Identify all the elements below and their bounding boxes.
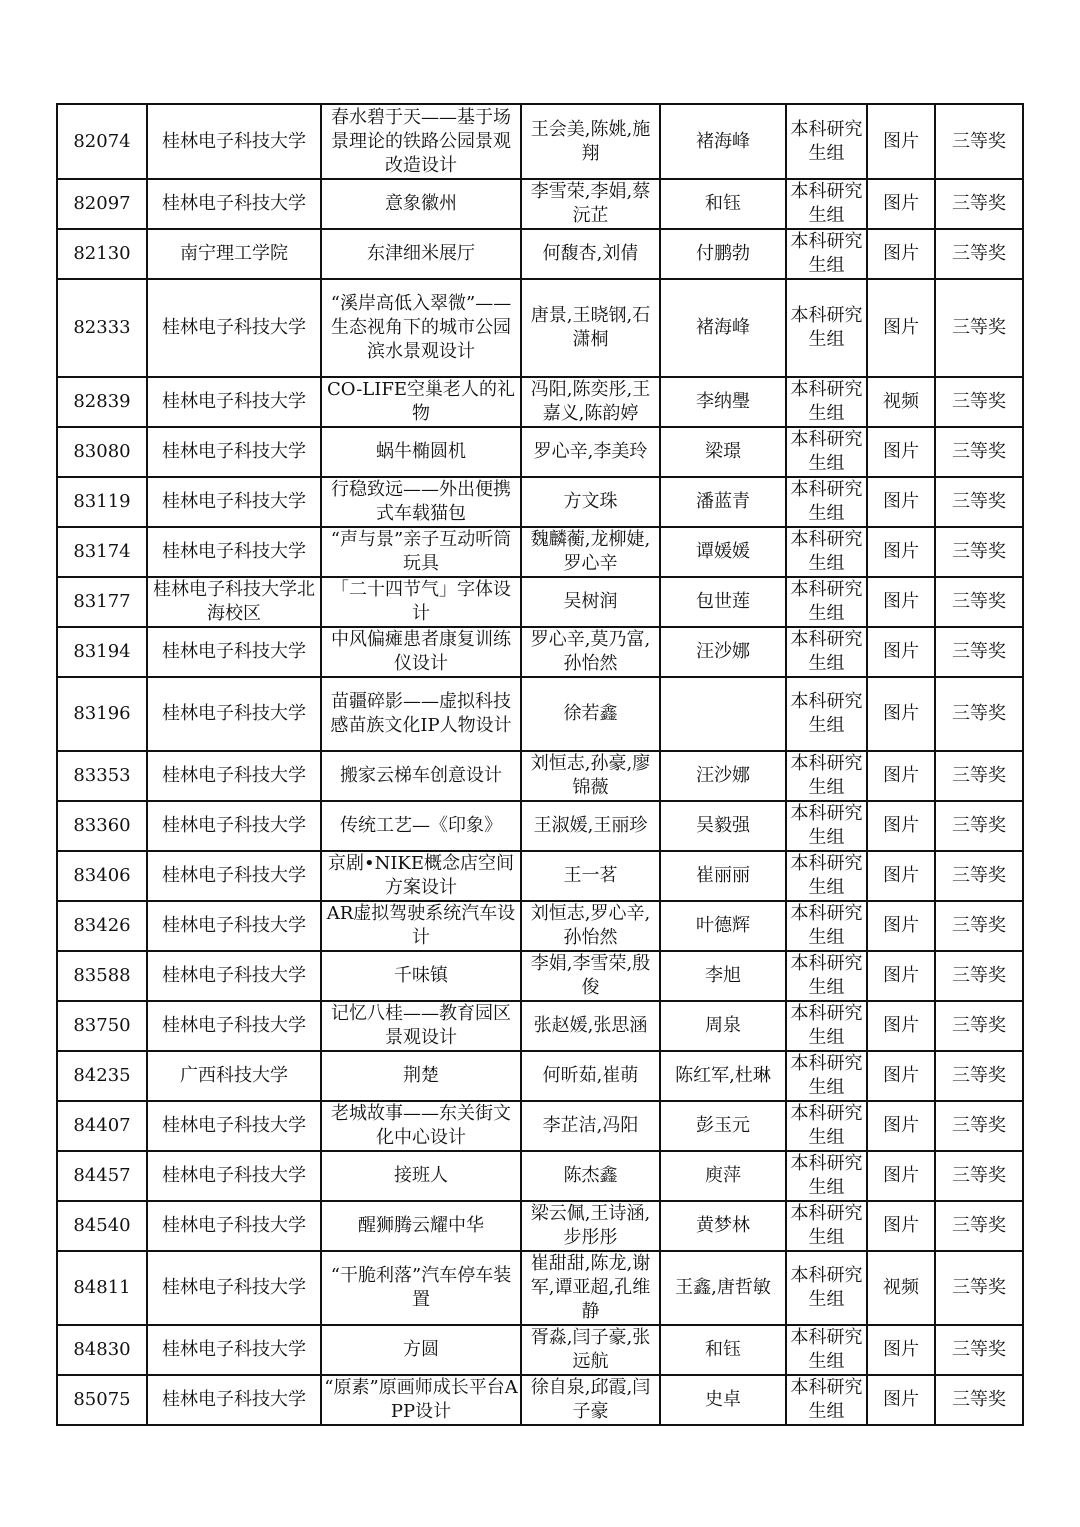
authors-cell: 梁云佩,王诗涵,步彤彤 bbox=[521, 1201, 660, 1251]
group-cell: 本科研究生组 bbox=[786, 801, 867, 851]
prize-cell: 三等奖 bbox=[935, 1251, 1023, 1325]
entry-id-cell: 83406 bbox=[57, 851, 147, 901]
authors-cell: 陈杰鑫 bbox=[521, 1151, 660, 1201]
table-row bbox=[57, 377, 1023, 427]
entry-id-cell: 83177 bbox=[57, 577, 147, 627]
group-cell: 本科研究生组 bbox=[786, 751, 867, 801]
table-row bbox=[57, 1375, 1023, 1425]
prize-cell: 三等奖 bbox=[935, 1151, 1023, 1201]
work-title-cell: 接班人 bbox=[321, 1151, 521, 1201]
table-row bbox=[57, 677, 1023, 751]
work-type-cell: 图片 bbox=[867, 1201, 935, 1251]
authors-cell: 徐自泉,邱霞,闫子豪 bbox=[521, 1375, 660, 1425]
school-cell: 桂林电子科技大学 bbox=[147, 279, 321, 377]
tutor-cell: 汪沙娜 bbox=[660, 751, 786, 801]
tutor-cell: 周泉 bbox=[660, 1001, 786, 1051]
school-cell: 桂林电子科技大学 bbox=[147, 1251, 321, 1325]
school-cell: 桂林电子科技大学 bbox=[147, 1001, 321, 1051]
table-row bbox=[57, 1101, 1023, 1151]
prize-cell: 三等奖 bbox=[935, 104, 1023, 179]
authors-cell: 吴树润 bbox=[521, 577, 660, 627]
tutor-cell: 史卓 bbox=[660, 1375, 786, 1425]
tutor-cell bbox=[660, 677, 786, 751]
authors-cell: 王一茗 bbox=[521, 851, 660, 901]
entry-id-cell: 82839 bbox=[57, 377, 147, 427]
work-type-cell: 图片 bbox=[867, 677, 935, 751]
awards-table-body bbox=[57, 104, 1023, 1425]
prize-cell: 三等奖 bbox=[935, 1325, 1023, 1375]
tutor-cell: 和钰 bbox=[660, 179, 786, 229]
school-cell: 桂林电子科技大学 bbox=[147, 1325, 321, 1375]
group-cell: 本科研究生组 bbox=[786, 677, 867, 751]
group-cell: 本科研究生组 bbox=[786, 377, 867, 427]
tutor-cell: 崔丽丽 bbox=[660, 851, 786, 901]
school-cell: 桂林电子科技大学 bbox=[147, 527, 321, 577]
prize-cell: 三等奖 bbox=[935, 901, 1023, 951]
prize-cell: 三等奖 bbox=[935, 477, 1023, 527]
entry-id-cell: 83360 bbox=[57, 801, 147, 851]
authors-cell: 刘恒志,孙豪,廖锦薇 bbox=[521, 751, 660, 801]
work-title-cell: AR虚拟驾驶系统汽车设计 bbox=[321, 901, 521, 951]
awards-table bbox=[56, 103, 1024, 1426]
group-cell: 本科研究生组 bbox=[786, 229, 867, 279]
group-cell: 本科研究生组 bbox=[786, 1251, 867, 1325]
authors-cell: 冯阳,陈奕彤,王嘉义,陈韵婷 bbox=[521, 377, 660, 427]
group-cell: 本科研究生组 bbox=[786, 427, 867, 477]
school-cell: 桂林电子科技大学 bbox=[147, 1375, 321, 1425]
authors-cell: 王淑媛,王丽珍 bbox=[521, 801, 660, 851]
school-cell: 桂林电子科技大学 bbox=[147, 751, 321, 801]
prize-cell: 三等奖 bbox=[935, 179, 1023, 229]
work-title-cell: 「二十四节气」字体设计 bbox=[321, 577, 521, 627]
work-type-cell: 图片 bbox=[867, 851, 935, 901]
work-type-cell: 图片 bbox=[867, 577, 935, 627]
tutor-cell: 褚海峰 bbox=[660, 104, 786, 179]
work-title-cell: 中风偏瘫患者康复训练仪设计 bbox=[321, 627, 521, 677]
table-row bbox=[57, 279, 1023, 377]
work-type-cell: 图片 bbox=[867, 104, 935, 179]
work-title-cell: 春水碧于天——基于场景理论的铁路公园景观改造设计 bbox=[321, 104, 521, 179]
table-row bbox=[57, 901, 1023, 951]
entry-id-cell: 84811 bbox=[57, 1251, 147, 1325]
group-cell: 本科研究生组 bbox=[786, 577, 867, 627]
work-title-cell: 老城故事——东关街文化中心设计 bbox=[321, 1101, 521, 1151]
prize-cell: 三等奖 bbox=[935, 279, 1023, 377]
group-cell: 本科研究生组 bbox=[786, 527, 867, 577]
tutor-cell: 陈红军,杜琳 bbox=[660, 1051, 786, 1101]
school-cell: 桂林电子科技大学 bbox=[147, 104, 321, 179]
work-title-cell: 醒狮腾云耀中华 bbox=[321, 1201, 521, 1251]
work-type-cell: 图片 bbox=[867, 1051, 935, 1101]
work-title-cell: 意象徽州 bbox=[321, 179, 521, 229]
prize-cell: 三等奖 bbox=[935, 1051, 1023, 1101]
school-cell: 桂林电子科技大学 bbox=[147, 851, 321, 901]
work-type-cell: 图片 bbox=[867, 1151, 935, 1201]
work-title-cell: 千味镇 bbox=[321, 951, 521, 1001]
prize-cell: 三等奖 bbox=[935, 527, 1023, 577]
entry-id-cell: 84235 bbox=[57, 1051, 147, 1101]
work-type-cell: 图片 bbox=[867, 427, 935, 477]
prize-cell: 三等奖 bbox=[935, 427, 1023, 477]
school-cell: 桂林电子科技大学 bbox=[147, 377, 321, 427]
tutor-cell: 包世莲 bbox=[660, 577, 786, 627]
work-type-cell: 图片 bbox=[867, 801, 935, 851]
work-type-cell: 图片 bbox=[867, 901, 935, 951]
prize-cell: 三等奖 bbox=[935, 229, 1023, 279]
work-type-cell: 图片 bbox=[867, 1325, 935, 1375]
table-row bbox=[57, 1251, 1023, 1325]
prize-cell: 三等奖 bbox=[935, 1101, 1023, 1151]
prize-cell: 三等奖 bbox=[935, 1201, 1023, 1251]
prize-cell: 三等奖 bbox=[935, 627, 1023, 677]
tutor-cell: 庾萍 bbox=[660, 1151, 786, 1201]
table-row bbox=[57, 179, 1023, 229]
school-cell: 桂林电子科技大学 bbox=[147, 477, 321, 527]
entry-id-cell: 82130 bbox=[57, 229, 147, 279]
group-cell: 本科研究生组 bbox=[786, 1375, 867, 1425]
work-title-cell: 京剧•NIKE概念店空间方案设计 bbox=[321, 851, 521, 901]
group-cell: 本科研究生组 bbox=[786, 1051, 867, 1101]
authors-cell: 刘恒志,罗心辛,孙怡然 bbox=[521, 901, 660, 951]
tutor-cell: 谭媛媛 bbox=[660, 527, 786, 577]
work-title-cell: 蜗牛椭圆机 bbox=[321, 427, 521, 477]
work-title-cell: 行稳致远——外出便携式车载猫包 bbox=[321, 477, 521, 527]
tutor-cell: 潘蓝青 bbox=[660, 477, 786, 527]
authors-cell: 徐若鑫 bbox=[521, 677, 660, 751]
tutor-cell: 付鹏勃 bbox=[660, 229, 786, 279]
table-row bbox=[57, 527, 1023, 577]
tutor-cell: 褚海峰 bbox=[660, 279, 786, 377]
work-type-cell: 视频 bbox=[867, 377, 935, 427]
school-cell: 桂林电子科技大学 bbox=[147, 677, 321, 751]
entry-id-cell: 84407 bbox=[57, 1101, 147, 1151]
tutor-cell: 叶德辉 bbox=[660, 901, 786, 951]
tutor-cell: 李纳璺 bbox=[660, 377, 786, 427]
table-row bbox=[57, 1325, 1023, 1375]
table-row bbox=[57, 627, 1023, 677]
prize-cell: 三等奖 bbox=[935, 1001, 1023, 1051]
work-type-cell: 图片 bbox=[867, 527, 935, 577]
work-title-cell: 搬家云梯车创意设计 bbox=[321, 751, 521, 801]
table-row bbox=[57, 477, 1023, 527]
entry-id-cell: 83080 bbox=[57, 427, 147, 477]
work-type-cell: 图片 bbox=[867, 279, 935, 377]
authors-cell: 唐景,王晓钢,石潇桐 bbox=[521, 279, 660, 377]
work-type-cell: 图片 bbox=[867, 1375, 935, 1425]
table-row bbox=[57, 801, 1023, 851]
group-cell: 本科研究生组 bbox=[786, 1151, 867, 1201]
tutor-cell: 黄梦林 bbox=[660, 1201, 786, 1251]
table-row bbox=[57, 951, 1023, 1001]
prize-cell: 三等奖 bbox=[935, 951, 1023, 1001]
work-title-cell: 传统工艺—《印象》 bbox=[321, 801, 521, 851]
work-type-cell: 图片 bbox=[867, 627, 935, 677]
group-cell: 本科研究生组 bbox=[786, 1201, 867, 1251]
school-cell: 桂林电子科技大学 bbox=[147, 179, 321, 229]
tutor-cell: 和钰 bbox=[660, 1325, 786, 1375]
entry-id-cell: 84540 bbox=[57, 1201, 147, 1251]
table-row bbox=[57, 751, 1023, 801]
table-row bbox=[57, 1001, 1023, 1051]
entry-id-cell: 83196 bbox=[57, 677, 147, 751]
tutor-cell: 梁璟 bbox=[660, 427, 786, 477]
school-cell: 南宁理工学院 bbox=[147, 229, 321, 279]
school-cell: 广西科技大学 bbox=[147, 1051, 321, 1101]
group-cell: 本科研究生组 bbox=[786, 901, 867, 951]
work-title-cell: “原素”原画师成长平台APP设计 bbox=[321, 1375, 521, 1425]
entry-id-cell: 82097 bbox=[57, 179, 147, 229]
entry-id-cell: 82333 bbox=[57, 279, 147, 377]
table-row bbox=[57, 1201, 1023, 1251]
work-title-cell: 荆楚 bbox=[321, 1051, 521, 1101]
entry-id-cell: 83426 bbox=[57, 901, 147, 951]
authors-cell: 罗心辛,莫乃富,孙怡然 bbox=[521, 627, 660, 677]
work-type-cell: 图片 bbox=[867, 179, 935, 229]
authors-cell: 王会美,陈姚,施翔 bbox=[521, 104, 660, 179]
prize-cell: 三等奖 bbox=[935, 751, 1023, 801]
group-cell: 本科研究生组 bbox=[786, 851, 867, 901]
table-row bbox=[57, 1151, 1023, 1201]
authors-cell: 崔甜甜,陈龙,谢军,谭亚超,孔维静 bbox=[521, 1251, 660, 1325]
school-cell: 桂林电子科技大学 bbox=[147, 427, 321, 477]
entry-id-cell: 83588 bbox=[57, 951, 147, 1001]
group-cell: 本科研究生组 bbox=[786, 627, 867, 677]
tutor-cell: 李旭 bbox=[660, 951, 786, 1001]
group-cell: 本科研究生组 bbox=[786, 477, 867, 527]
prize-cell: 三等奖 bbox=[935, 801, 1023, 851]
group-cell: 本科研究生组 bbox=[786, 279, 867, 377]
entry-id-cell: 84830 bbox=[57, 1325, 147, 1375]
school-cell: 桂林电子科技大学北海校区 bbox=[147, 577, 321, 627]
authors-cell: 张赵媛,张思涵 bbox=[521, 1001, 660, 1051]
work-type-cell: 图片 bbox=[867, 1101, 935, 1151]
authors-cell: 何馥杏,刘倩 bbox=[521, 229, 660, 279]
work-title-cell: 记忆八桂——教育园区景观设计 bbox=[321, 1001, 521, 1051]
school-cell: 桂林电子科技大学 bbox=[147, 627, 321, 677]
authors-cell: 何昕茹,崔萌 bbox=[521, 1051, 660, 1101]
group-cell: 本科研究生组 bbox=[786, 179, 867, 229]
group-cell: 本科研究生组 bbox=[786, 1001, 867, 1051]
authors-cell: 方文珠 bbox=[521, 477, 660, 527]
work-type-cell: 图片 bbox=[867, 1001, 935, 1051]
prize-cell: 三等奖 bbox=[935, 851, 1023, 901]
tutor-cell: 彭玉元 bbox=[660, 1101, 786, 1151]
prize-cell: 三等奖 bbox=[935, 677, 1023, 751]
school-cell: 桂林电子科技大学 bbox=[147, 1101, 321, 1151]
work-type-cell: 图片 bbox=[867, 751, 935, 801]
school-cell: 桂林电子科技大学 bbox=[147, 951, 321, 1001]
work-title-cell: “干脆利落”汽车停车装置 bbox=[321, 1251, 521, 1325]
group-cell: 本科研究生组 bbox=[786, 951, 867, 1001]
table-row bbox=[57, 427, 1023, 477]
authors-cell: 魏麟蘅,龙柳婕,罗心辛 bbox=[521, 527, 660, 577]
entry-id-cell: 82074 bbox=[57, 104, 147, 179]
school-cell: 桂林电子科技大学 bbox=[147, 801, 321, 851]
work-title-cell: 苗疆碎影——虚拟科技感苗族文化IP人物设计 bbox=[321, 677, 521, 751]
work-type-cell: 图片 bbox=[867, 229, 935, 279]
group-cell: 本科研究生组 bbox=[786, 104, 867, 179]
tutor-cell: 汪沙娜 bbox=[660, 627, 786, 677]
work-title-cell: “溪岸高低入翠微”——生态视角下的城市公园滨水景观设计 bbox=[321, 279, 521, 377]
entry-id-cell: 83353 bbox=[57, 751, 147, 801]
prize-cell: 三等奖 bbox=[935, 577, 1023, 627]
prize-cell: 三等奖 bbox=[935, 1375, 1023, 1425]
table-row bbox=[57, 229, 1023, 279]
authors-cell: 李娟,李雪荣,殷俊 bbox=[521, 951, 660, 1001]
table-row bbox=[57, 851, 1023, 901]
table-row bbox=[57, 104, 1023, 179]
work-title-cell: 东津细米展厅 bbox=[321, 229, 521, 279]
entry-id-cell: 85075 bbox=[57, 1375, 147, 1425]
entry-id-cell: 83119 bbox=[57, 477, 147, 527]
authors-cell: 罗心辛,李美玲 bbox=[521, 427, 660, 477]
school-cell: 桂林电子科技大学 bbox=[147, 901, 321, 951]
work-type-cell: 视频 bbox=[867, 1251, 935, 1325]
work-title-cell: CO-LIFE空巢老人的礼物 bbox=[321, 377, 521, 427]
entry-id-cell: 83194 bbox=[57, 627, 147, 677]
entry-id-cell: 83750 bbox=[57, 1001, 147, 1051]
tutor-cell: 王鑫,唐哲敏 bbox=[660, 1251, 786, 1325]
prize-cell: 三等奖 bbox=[935, 377, 1023, 427]
school-cell: 桂林电子科技大学 bbox=[147, 1151, 321, 1201]
tutor-cell: 吴毅强 bbox=[660, 801, 786, 851]
table-row bbox=[57, 1051, 1023, 1101]
group-cell: 本科研究生组 bbox=[786, 1325, 867, 1375]
work-type-cell: 图片 bbox=[867, 477, 935, 527]
table-row bbox=[57, 577, 1023, 627]
work-title-cell: “声与景”亲子互动听筒玩具 bbox=[321, 527, 521, 577]
work-title-cell: 方圆 bbox=[321, 1325, 521, 1375]
group-cell: 本科研究生组 bbox=[786, 1101, 867, 1151]
entry-id-cell: 84457 bbox=[57, 1151, 147, 1201]
authors-cell: 李雪荣,李娟,蔡沅芷 bbox=[521, 179, 660, 229]
school-cell: 桂林电子科技大学 bbox=[147, 1201, 321, 1251]
authors-cell: 胥淼,闫子豪,张远航 bbox=[521, 1325, 660, 1375]
work-type-cell: 图片 bbox=[867, 951, 935, 1001]
authors-cell: 李芷洁,冯阳 bbox=[521, 1101, 660, 1151]
entry-id-cell: 83174 bbox=[57, 527, 147, 577]
